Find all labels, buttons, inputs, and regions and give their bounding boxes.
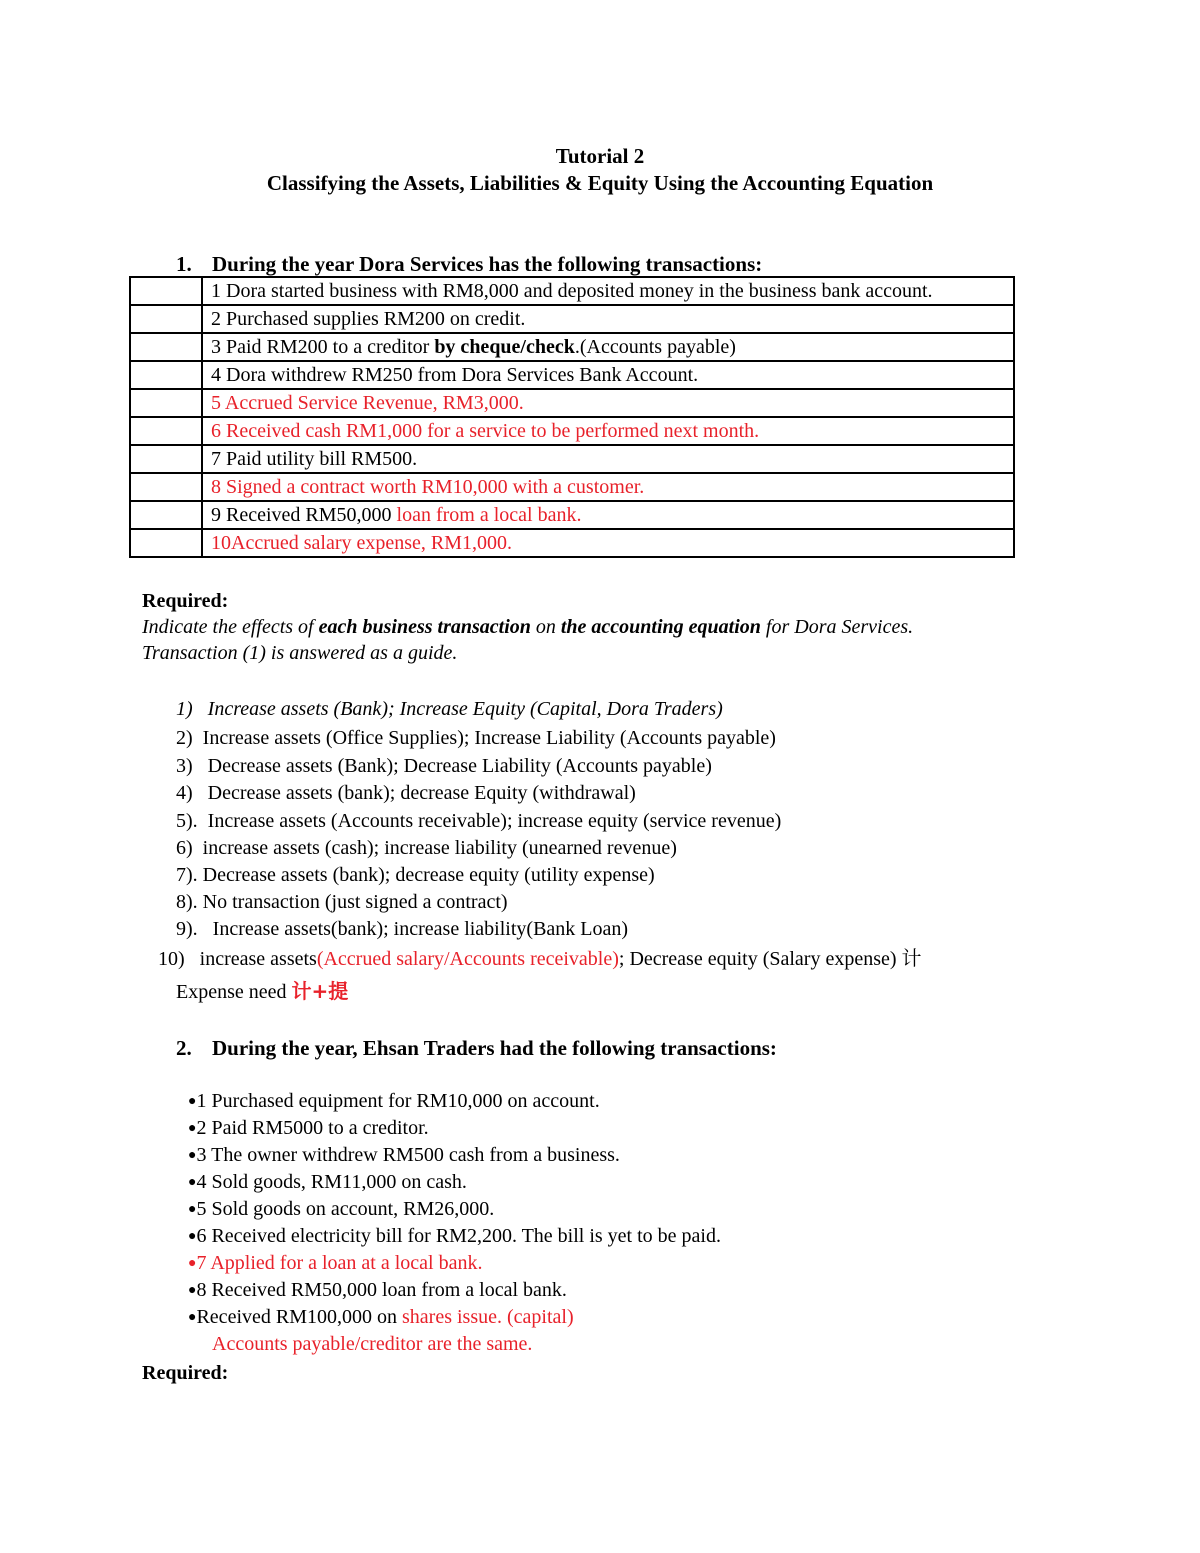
table-row bbox=[130, 473, 1014, 501]
answer-7: 7). Decrease assets (bank); decrease equity (utility expense) bbox=[176, 864, 655, 886]
tx3-text: 3 Paid RM200 to a creditor bbox=[211, 336, 435, 358]
list-item-text: 2 Paid RM5000 to a creditor. bbox=[196, 1117, 429, 1139]
answer-6: 6) increase assets (cash); increase liability (unearned revenue) bbox=[176, 837, 677, 859]
bullet-dot-icon: ● bbox=[188, 1283, 197, 1298]
list-item-text: 6 Received electricity bill for RM2,200. The bill is yet to be paid. bbox=[196, 1225, 721, 1247]
list-item-red: shares issue. (capital) bbox=[402, 1306, 574, 1328]
q2-note: Accounts payable/creditor are the same. bbox=[212, 1333, 533, 1355]
answer-10-line2 bbox=[176, 978, 348, 1005]
bullet-dot-icon: ● bbox=[188, 1229, 197, 1244]
answer-8: 8). No transaction (just signed a contract) bbox=[176, 891, 508, 913]
table-cell: 2 Purchased supplies RM200 on credit. bbox=[202, 305, 1014, 333]
answer-10-red: (Accrued salary/Accounts receivable) bbox=[316, 948, 619, 970]
q2-required-label: Required: bbox=[142, 1362, 229, 1384]
list-item-text: 8 Received RM50,000 loan from a local bank. bbox=[196, 1279, 567, 1301]
q1-instruction-line2: Transaction (1) is answered as a guide. bbox=[142, 642, 458, 664]
list-item bbox=[188, 1115, 429, 1144]
tx3-tail: .(Accounts payable) bbox=[574, 336, 736, 358]
table-cell-blank bbox=[130, 305, 202, 333]
answer-5: 5). Increase assets (Accounts receivable); increase equity (service revenue) bbox=[176, 810, 782, 832]
table-cell-blank bbox=[130, 501, 202, 529]
list-item-text: 7 Applied for a loan at a local bank. bbox=[196, 1252, 483, 1274]
q1-instruction-line1 bbox=[142, 614, 913, 640]
table-cell bbox=[202, 333, 1014, 361]
tx9-red: loan from a local bank. bbox=[396, 504, 582, 526]
table-cell bbox=[202, 501, 1014, 529]
table-row bbox=[130, 389, 1014, 417]
list-item-text: 3 The owner withdrew RM500 cash from a business. bbox=[196, 1144, 620, 1166]
table-row bbox=[130, 417, 1014, 445]
table-cell-blank bbox=[130, 529, 202, 557]
q1-heading: During the year Dora Services has the following transactions: bbox=[212, 252, 763, 276]
table-cell-blank bbox=[130, 389, 202, 417]
table-cell: 10Accrued salary expense, RM1,000. bbox=[202, 529, 1014, 557]
list-item bbox=[188, 1142, 620, 1171]
answer-10 bbox=[158, 946, 922, 972]
table-cell-blank bbox=[130, 333, 202, 361]
answer-2: 2) Increase assets (Office Supplies); Increase Liability (Accounts payable) bbox=[176, 727, 776, 749]
q2-number: 2. bbox=[176, 1036, 192, 1060]
answer-9: 9). Increase assets(bank); increase liability(Bank Loan) bbox=[176, 918, 629, 940]
table-cell-blank bbox=[130, 277, 202, 305]
page-title: Tutorial 2 bbox=[555, 144, 645, 168]
table-cell-blank bbox=[130, 417, 202, 445]
list-item bbox=[188, 1223, 721, 1252]
table-cell-blank bbox=[130, 445, 202, 473]
table-cell: 6 Received cash RM1,000 for a service to be performed next month. bbox=[202, 417, 1014, 445]
table-cell: 1 Dora started business with RM8,000 and deposited money in the business bank account. bbox=[202, 277, 1014, 305]
table-cell: 7 Paid utility bill RM500. bbox=[202, 445, 1014, 473]
table-row bbox=[130, 445, 1014, 473]
list-item-text: 4 Sold goods, RM11,000 on cash. bbox=[196, 1171, 467, 1193]
bullet-dot-icon: ● bbox=[188, 1256, 197, 1271]
answer-3: 3) Decrease assets (Bank); Decrease Liability (Accounts payable) bbox=[176, 755, 712, 777]
list-item bbox=[188, 1250, 482, 1279]
answer-10-text: 10) increase assets bbox=[158, 948, 317, 970]
list-item-text: Received RM100,000 on bbox=[196, 1306, 402, 1328]
table-row bbox=[130, 529, 1014, 557]
page-subtitle: Classifying the Assets, Liabilities & Equity Using the Accounting Equation bbox=[266, 171, 934, 195]
instr-bold: each business transaction bbox=[318, 616, 531, 638]
bullet-dot-icon: ● bbox=[188, 1310, 197, 1325]
instr-text: Indicate the effects of bbox=[142, 616, 319, 638]
bullet-dot-icon: ● bbox=[188, 1148, 197, 1163]
instr-text: on bbox=[530, 616, 561, 638]
table-row bbox=[130, 501, 1014, 529]
answer-10-line2-text: Expense need bbox=[176, 981, 292, 1003]
table-cell: 4 Dora withdrew RM250 from Dora Services Bank Account. bbox=[202, 361, 1014, 389]
list-item bbox=[188, 1169, 467, 1198]
tx3-bold: by cheque/check bbox=[434, 336, 575, 358]
list-item bbox=[188, 1277, 567, 1306]
bullet-dot-icon: ● bbox=[188, 1202, 197, 1217]
answer-10-note: 计+提 bbox=[291, 979, 349, 1003]
table-row bbox=[130, 333, 1014, 361]
table-row bbox=[130, 277, 1014, 305]
q1-transactions-table bbox=[129, 276, 1015, 558]
q1-number: 1. bbox=[176, 252, 192, 276]
instr-text: for Dora Services. bbox=[760, 616, 914, 638]
table-cell: 8 Signed a contract worth RM10,000 with a customer. bbox=[202, 473, 1014, 501]
list-item bbox=[188, 1196, 494, 1225]
list-item bbox=[188, 1304, 574, 1333]
list-item bbox=[188, 1088, 600, 1117]
table-row bbox=[130, 361, 1014, 389]
answer-1: 1) Increase assets (Bank); Increase Equity (Capital, Dora Traders) bbox=[176, 698, 723, 720]
q2-heading: During the year, Ehsan Traders had the following transactions: bbox=[212, 1036, 777, 1060]
tx9-text: 9 Received RM50,000 bbox=[211, 504, 397, 526]
table-cell: 5 Accrued Service Revenue, RM3,000. bbox=[202, 389, 1014, 417]
list-item-text: 5 Sold goods on account, RM26,000. bbox=[196, 1198, 495, 1220]
table-row bbox=[130, 305, 1014, 333]
table-cell-blank bbox=[130, 361, 202, 389]
bullet-dot-icon: ● bbox=[188, 1121, 197, 1136]
table-cell-blank bbox=[130, 473, 202, 501]
bullet-dot-icon: ● bbox=[188, 1094, 197, 1109]
q1-required-label: Required: bbox=[142, 590, 229, 612]
bullet-dot-icon: ● bbox=[188, 1175, 197, 1190]
list-item-text: 1 Purchased equipment for RM10,000 on account. bbox=[196, 1090, 600, 1112]
answer-10-tail: ; Decrease equity (Salary expense) 计 bbox=[618, 948, 922, 970]
instr-bold: the accounting equation bbox=[560, 616, 761, 638]
answer-4: 4) Decrease assets (bank); decrease Equity (withdrawal) bbox=[176, 782, 636, 804]
